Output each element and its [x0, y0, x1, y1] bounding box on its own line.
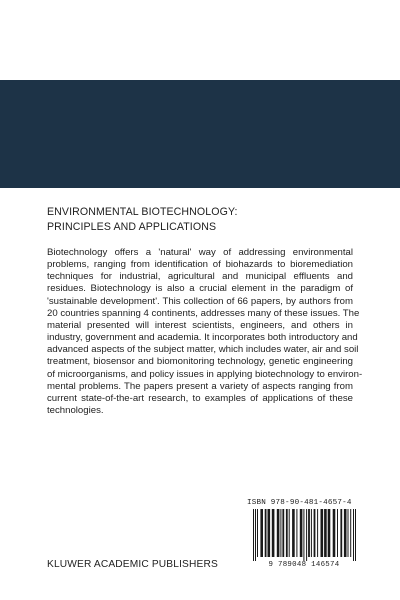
description-line: problems, ranging from identification of biohazards to bioremediation [47, 259, 353, 271]
description-line: techniques for industrial, agricultural and municipal effluents and [47, 271, 353, 283]
isbn-barcode [247, 499, 361, 574]
cover-color-band [0, 80, 400, 188]
description-line: treatment, biosensor and biomonitoring technology, genetic engineering [47, 356, 353, 368]
description-line: 'sustainable development'. This collection of 66 papers, by authors from [47, 295, 353, 307]
book-description [47, 247, 363, 417]
top-margin [0, 0, 400, 80]
description-line: industry, government and academia. It incorporates both introductory and [47, 332, 358, 344]
description-line: of microorganisms, and policy issues in applying biotechnology to environ- [47, 368, 363, 380]
description-line: current state-of-the-art research, to examples of applications of these [47, 392, 353, 404]
description-line: material presented will interest scientists, engineers, and others in [47, 319, 353, 331]
book-title-line-2: PRINCIPLES AND APPLICATIONS [47, 221, 217, 233]
barcode-number: 9 789048 146574 [268, 561, 340, 569]
description-line: residues. Biotechnology is also a crucial element in the paradigm of [47, 283, 353, 295]
description-line: 20 countries spanning 4 continents, addresses many of these issues. The [47, 307, 360, 319]
book-title-line-1: ENVIRONMENTAL BIOTECHNOLOGY: [47, 206, 238, 218]
barcode-bars [247, 509, 361, 561]
description-line: mental problems. The papers present a variety of aspects ranging from [47, 380, 353, 392]
description-line: technologies. [47, 405, 104, 417]
description-line: advanced aspects of the subject matter, which includes water, air and soil [47, 344, 359, 356]
book-title [47, 205, 238, 235]
isbn-label: ISBN 978-90-481-4657-4 [247, 499, 352, 507]
publisher-name: KLUWER ACADEMIC PUBLISHERS [47, 559, 218, 570]
description-line: Biotechnology offers a 'natural' way of addressing environmental [47, 247, 353, 258]
